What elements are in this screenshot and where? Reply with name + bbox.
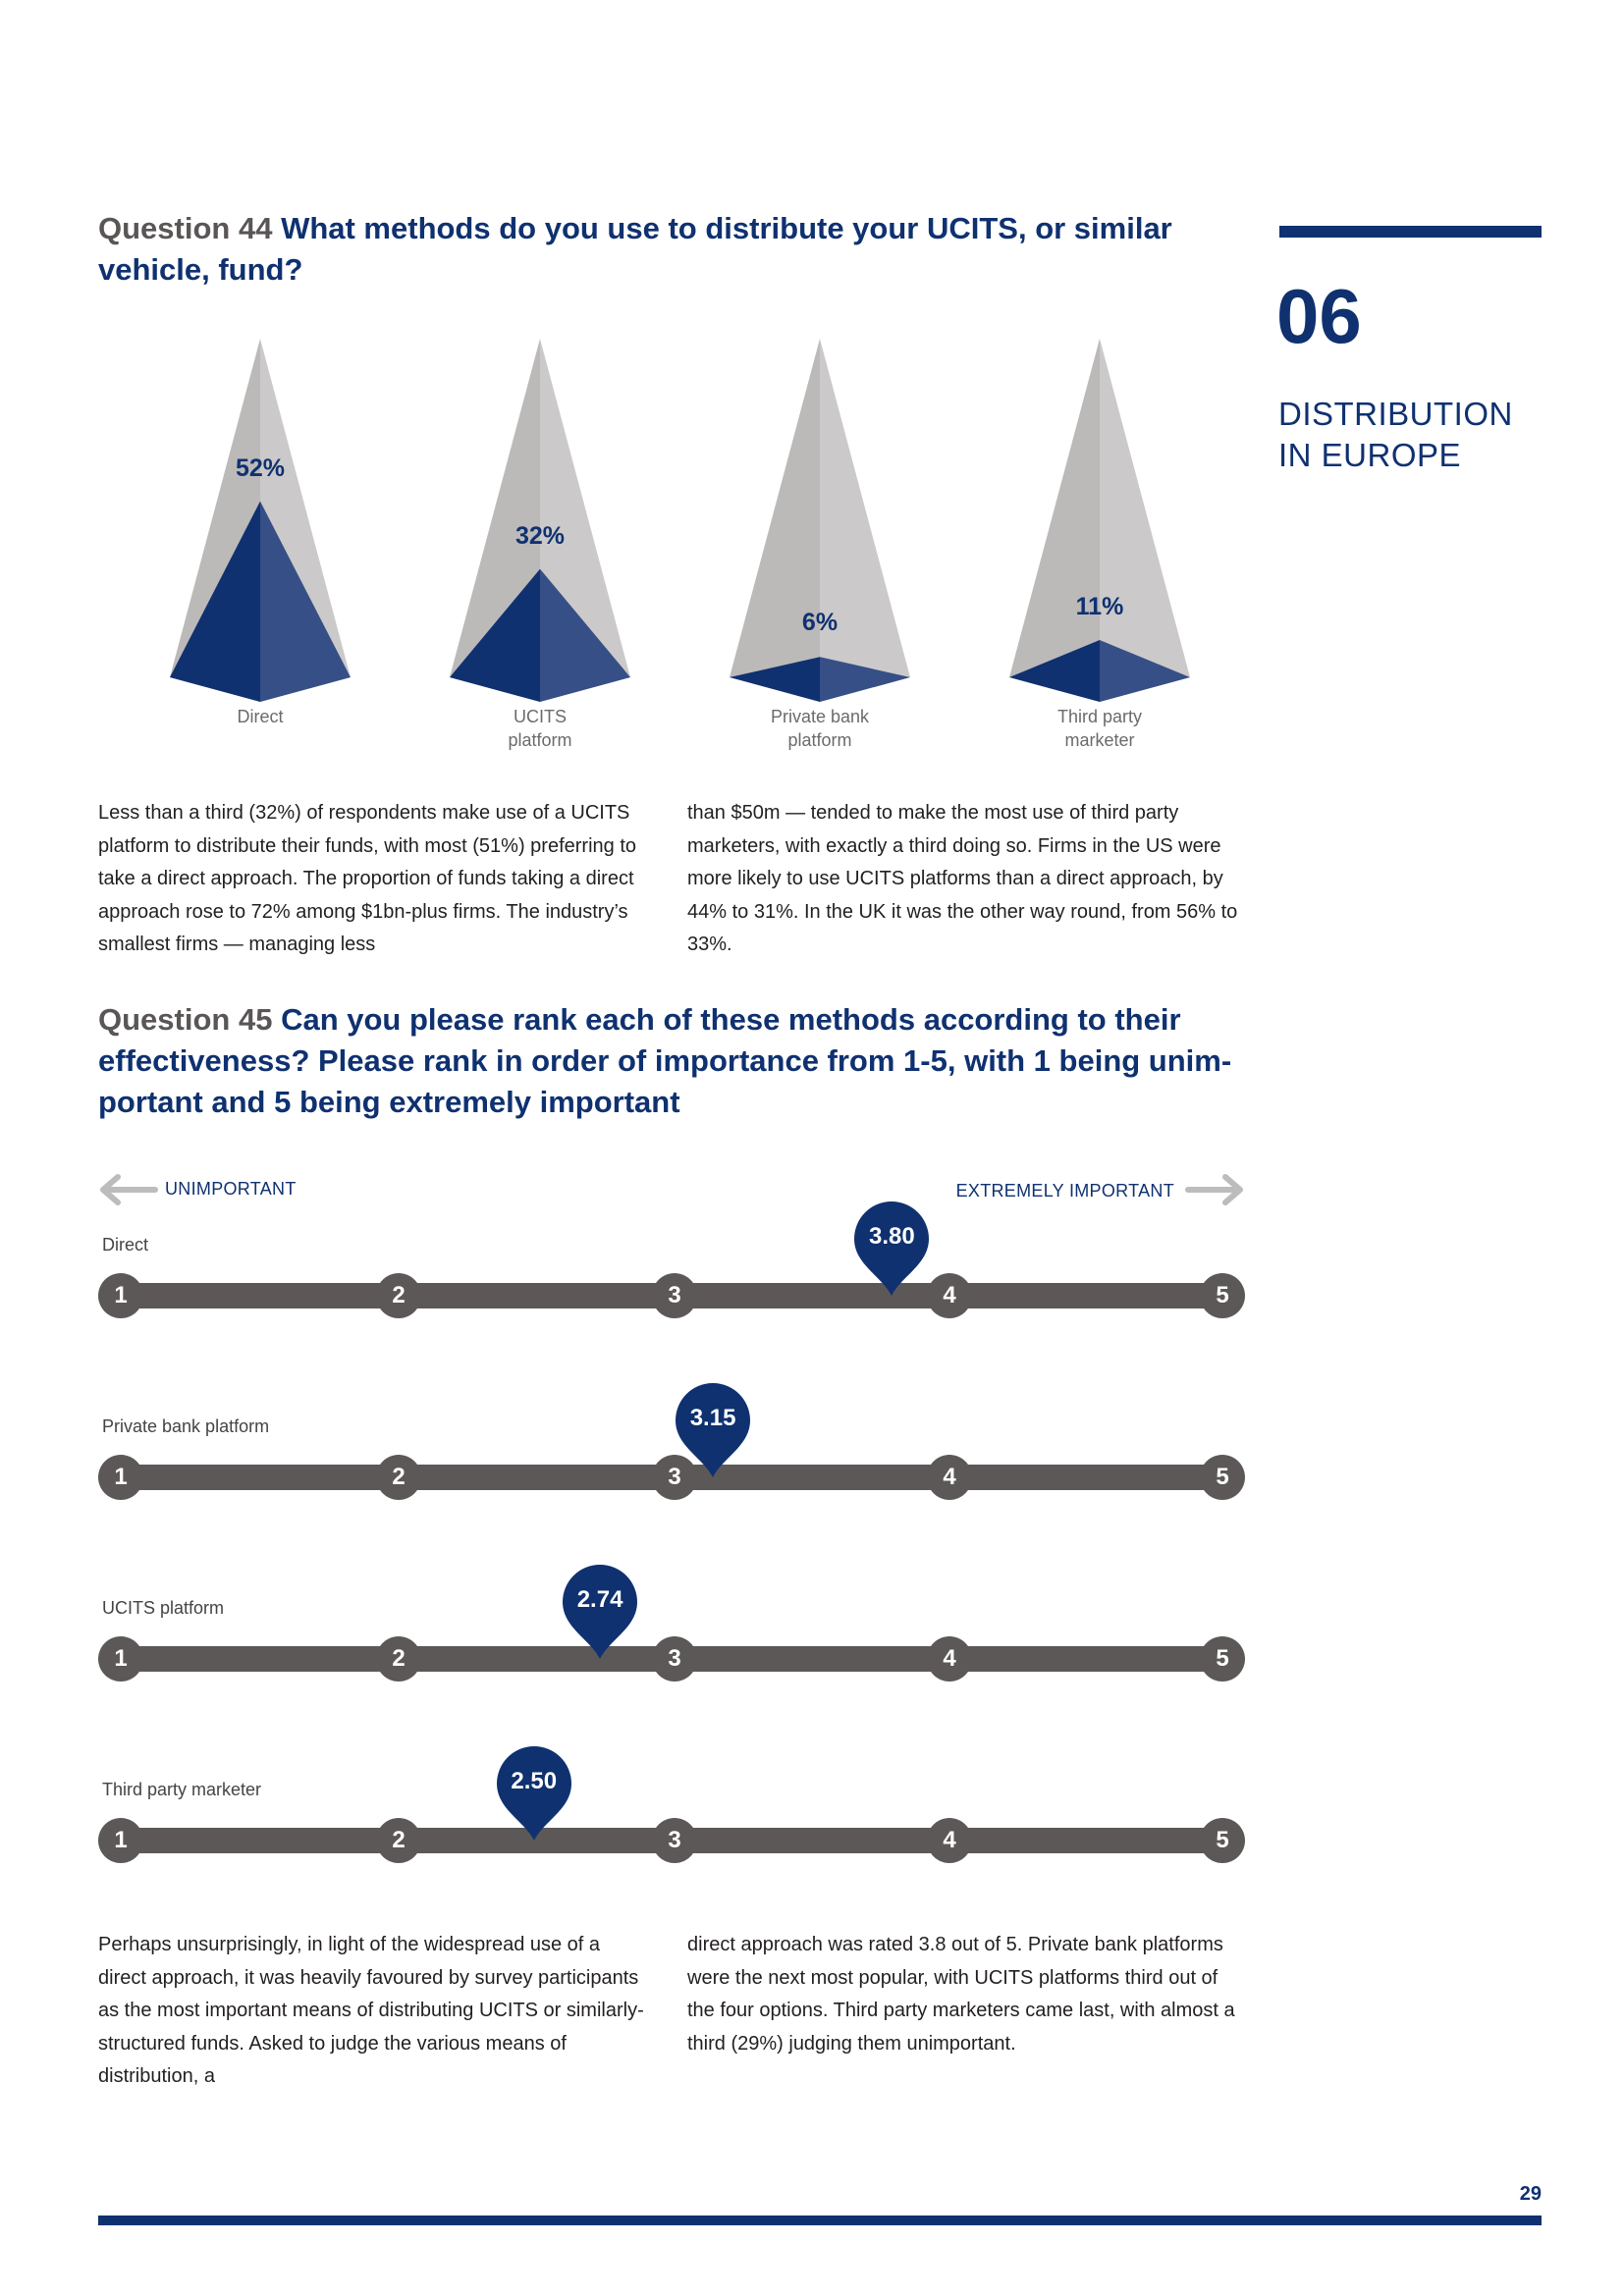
scale-tick-ucits-platform-3: 3 — [652, 1636, 697, 1682]
q44-pyramid-chart — [0, 0, 1276, 775]
map-pin-icon — [561, 1561, 639, 1667]
footer-rule — [98, 2216, 1542, 2225]
scale-tick-private-bank-platform-5: 5 — [1200, 1455, 1245, 1500]
pyramid-value-label-direct: 52% — [235, 454, 286, 482]
scale-tick-private-bank-platform-4: 4 — [927, 1455, 972, 1500]
q45-text-line1: Can you please rank each of these methods according to their — [281, 1002, 1181, 1037]
scale-row-label-ucits-platform: UCITS platform — [102, 1598, 225, 1618]
q45-number: Question 45 — [98, 1002, 273, 1037]
scale-tick-direct-3: 3 — [652, 1273, 697, 1318]
scale-marker-third-party-marketer — [495, 1742, 573, 1848]
scale-row-label-direct: Direct — [102, 1235, 149, 1255]
unimportant-label: UNIMPORTANT — [165, 1179, 297, 1199]
map-pin-icon — [674, 1379, 752, 1485]
scale-tick-direct-1: 1 — [98, 1273, 143, 1318]
q45-text-line2: effectiveness? Please rank in order of importance from 1-5, with 1 being unim- — [98, 1043, 1232, 1078]
para1-col1: Less than a third (32%) of respondents make use of a UCITS platform to distribute their funds, with most (51%) preferring to take a direct approach. The proportion of funds taking a direct approach rose to 72% among $1bn-plus firms. The industry’s smallest firms — managing less — [98, 802, 637, 955]
scale-tick-private-bank-platform-2: 2 — [376, 1455, 421, 1500]
pyramid-value-label-third-party-marketer: 11% — [1075, 593, 1124, 621]
q45-title — [98, 999, 1257, 1123]
scale-tick-ucits-platform-5: 5 — [1200, 1636, 1245, 1682]
right-arrow-icon — [1184, 1174, 1245, 1205]
extremely-important-label: EXTREMELY IMPORTANT — [955, 1181, 1174, 1201]
scale-tick-direct-4: 4 — [927, 1273, 972, 1318]
scale-tick-third-party-marketer-4: 4 — [927, 1818, 972, 1863]
map-pin-icon — [495, 1742, 573, 1848]
para2-col2: direct approach was rated 3.8 out of 5. Private bank platforms were the next most popular, with UCITS platforms third out of the four options. Third party marketers came last, with almost a third (29%) judging them unimportant. — [687, 1934, 1235, 2055]
left-arrow-icon — [98, 1174, 159, 1205]
q44-text-line1: What methods do you use to distribute your UCITS, or similar — [281, 211, 1172, 245]
section-title-line2: IN EUROPE — [1278, 437, 1462, 473]
scale-tick-direct-2: 2 — [376, 1273, 421, 1318]
scale-tick-ucits-platform-1: 1 — [98, 1636, 143, 1682]
pyramid-category-label-ucits-platform: UCITS platform — [508, 707, 572, 750]
scale-tick-third-party-marketer-2: 2 — [376, 1818, 421, 1863]
pyramid-bg-left-private-bank-platform — [730, 339, 820, 702]
scale-marker-direct — [852, 1198, 931, 1304]
scale-marker-value-direct: 3.80 — [869, 1223, 915, 1250]
q44-text-line2: vehicle, fund? — [98, 252, 303, 287]
scale-marker-private-bank-platform — [674, 1379, 752, 1485]
pyramid-category-label-direct: Direct — [237, 707, 284, 726]
scale-tick-ucits-platform-4: 4 — [927, 1636, 972, 1682]
map-pin-icon — [852, 1198, 931, 1304]
section-title — [1278, 394, 1513, 476]
pyramid-value-label-ucits-platform: 32% — [514, 521, 566, 550]
pyramid-bg-right-private-bank-platform — [820, 339, 910, 702]
q45-heading — [98, 999, 1257, 1123]
scale-tick-ucits-platform-2: 2 — [376, 1636, 421, 1682]
q45-text-line3: portant and 5 being extremely important — [98, 1085, 680, 1119]
scale-marker-value-third-party-marketer: 2.50 — [511, 1768, 558, 1794]
scale-tick-third-party-marketer-1: 1 — [98, 1818, 143, 1863]
section-title-line1: DISTRIBUTION — [1278, 396, 1513, 432]
scale-tick-third-party-marketer-5: 5 — [1200, 1818, 1245, 1863]
scale-tick-third-party-marketer-3: 3 — [652, 1818, 697, 1863]
section-rule — [1279, 226, 1542, 238]
scale-row-label-private-bank-platform: Private bank platform — [102, 1416, 270, 1436]
scale-marker-value-private-bank-platform: 3.15 — [689, 1405, 736, 1431]
scale-row-label-third-party-marketer: Third party marketer — [102, 1780, 262, 1799]
page-number: 29 — [1519, 2183, 1542, 2205]
pyramid-category-label-third-party-marketer: Third party marketer — [1056, 707, 1143, 750]
scale-marker-value-ucits-platform: 2.74 — [576, 1586, 623, 1613]
para2-col1: Perhaps unsurprisingly, in light of the widespread use of a direct approach, it was heavily favoured by survey participants as the most important means of distributing UCITS or similarly-structured funds. Asked to judge the various means of distribution, a — [98, 1934, 644, 2087]
section-number: 06 — [1276, 273, 1362, 359]
para1-col2: than $50m — tended to make the most use of third party marketers, with exactly a third doing so. Firms in the US were more likely to use UCITS platforms than a direct approach, by 44% to 31%. In the UK it was the other way round, from 56% to 33%. — [687, 802, 1238, 955]
pyramid-category-label-private-bank-platform: Private bank platform — [770, 707, 870, 750]
pyramid-value-label-private-bank-platform: 6% — [801, 609, 839, 636]
scale-tick-direct-5: 5 — [1200, 1273, 1245, 1318]
scale-tick-private-bank-platform-1: 1 — [98, 1455, 143, 1500]
q44-number: Question 44 — [98, 211, 273, 245]
scale-marker-ucits-platform — [561, 1561, 639, 1667]
scale-tick-private-bank-platform-3: 3 — [652, 1455, 697, 1500]
